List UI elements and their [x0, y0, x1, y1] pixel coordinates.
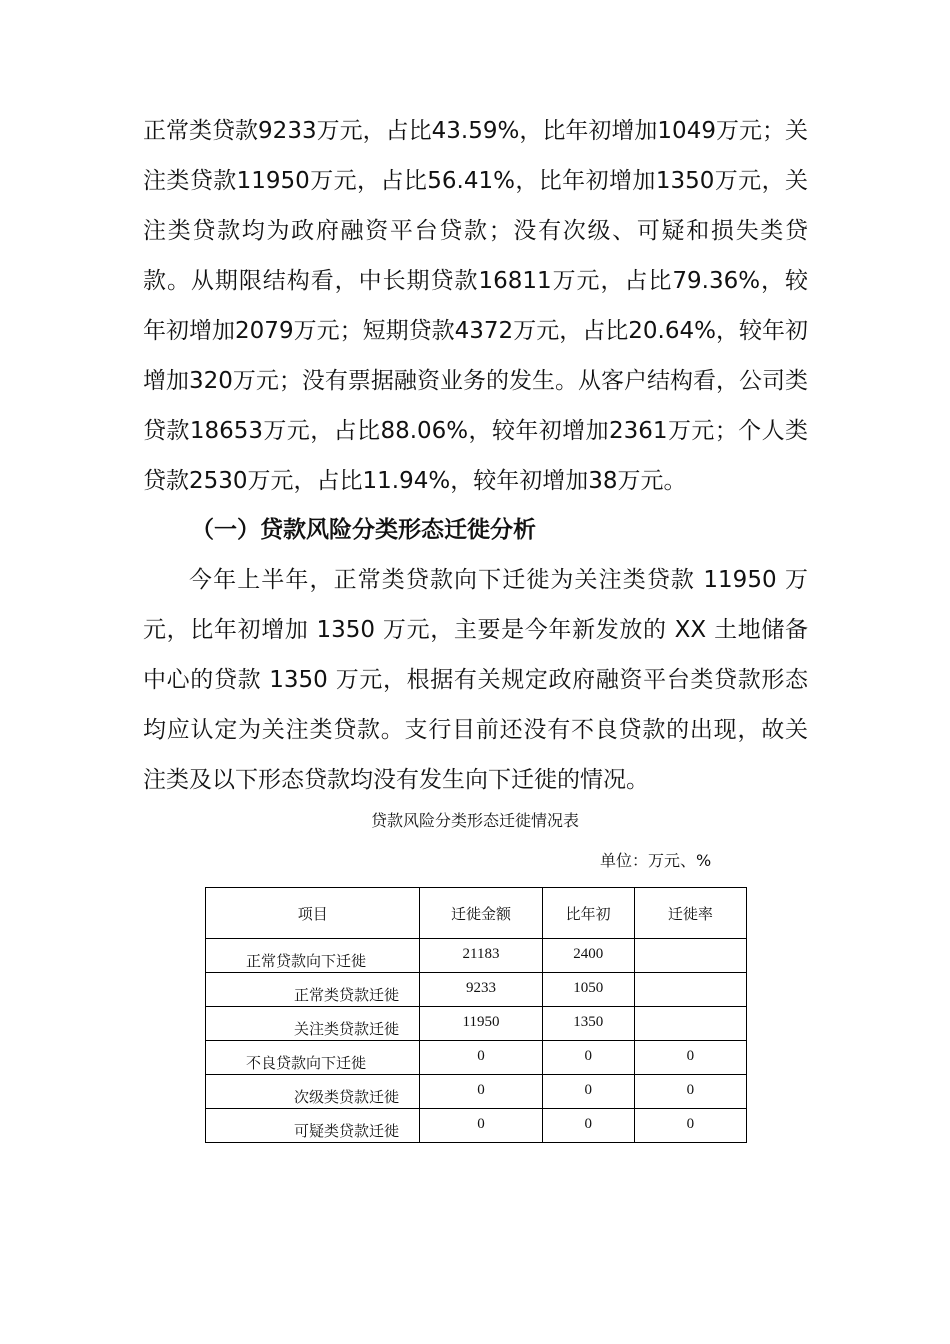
section-heading: （一）贷款风险分类形态迁徙分析 — [191, 517, 536, 543]
row-item: 可疑类贷款迁徙 — [294, 1122, 400, 1140]
row-rate — [635, 1007, 746, 1012]
row-amount: 11950 — [462, 1014, 500, 1030]
header-rate: 迁徙率 — [634, 888, 746, 939]
row-vs-begin: 0 — [584, 1082, 592, 1098]
table-header-row — [206, 888, 747, 939]
row-item: 次级类贷款迁徙 — [294, 1088, 400, 1106]
table-row — [206, 1075, 747, 1109]
header-amount: 迁徙金额 — [420, 888, 542, 939]
table-row — [206, 1109, 747, 1143]
row-vs-begin: 0 — [584, 1116, 592, 1132]
row-rate — [635, 973, 746, 978]
header-item: 项目 — [206, 888, 420, 939]
table-row — [206, 1041, 747, 1075]
row-item: 不良贷款向下迁徙 — [246, 1054, 367, 1072]
table-row — [206, 939, 747, 973]
table-row — [206, 1007, 747, 1041]
row-item: 关注类贷款迁徙 — [294, 1020, 400, 1038]
row-item: 正常类贷款迁徙 — [294, 986, 400, 1004]
table-row — [206, 973, 747, 1007]
row-amount: 0 — [477, 1048, 485, 1064]
table-caption: 贷款风险分类形态迁徙情况表 — [370, 811, 579, 830]
row-rate: 0 — [686, 1048, 695, 1064]
row-rate: 0 — [686, 1116, 695, 1132]
row-rate: 0 — [686, 1082, 695, 1098]
row-vs-begin: 1350 — [573, 1014, 604, 1030]
body-paragraph: 正常类贷款9233万元，占比43.59%，比年初增加1049万元；关注类贷款11950万元，占比56.41%，比年初增加1350万元，关注类贷款均为政府融资平台贷款；没有次级、可疑和损失类贷款。从期限结构看，中长期贷款16811万元，占比79.36%，较年初增加2079万元；短期贷款4372万元，占比20.64%，较年初增加320万元；没有票据融资业务的发生。从客户结构看，公司类贷款18653万元，占比88.06%，较年初增加2361万元；个人类贷款2530万元，占比11.94%，较年初增加38万元。 — [143, 118, 808, 494]
row-rate — [635, 939, 746, 944]
row-amount: 21183 — [462, 946, 500, 962]
row-vs-begin: 2400 — [573, 946, 604, 962]
loan-migration-table — [205, 887, 747, 1143]
row-vs-begin: 1050 — [573, 980, 604, 996]
row-item: 正常贷款向下迁徙 — [246, 952, 367, 970]
row-amount: 9233 — [466, 980, 496, 996]
section-paragraph: 今年上半年，正常类贷款向下迁徙为关注类贷款 11950 万元，比年初增加 1350 万元，主要是今年新发放的 XX 土地储备中心的贷款 1350 万元，根据有关规定政府融资平台类贷款形态均应认定为关注类贷款。支行目前还没有不良贷款的出现，故关注类及以下形态贷款均没有发生向下迁徙的情况。 — [143, 567, 808, 793]
header-vs-begin: 比年初 — [542, 888, 634, 939]
table-unit: 单位：万元、% — [600, 851, 712, 870]
row-amount: 0 — [477, 1082, 485, 1098]
row-vs-begin: 0 — [584, 1048, 592, 1064]
row-amount: 0 — [477, 1116, 485, 1132]
